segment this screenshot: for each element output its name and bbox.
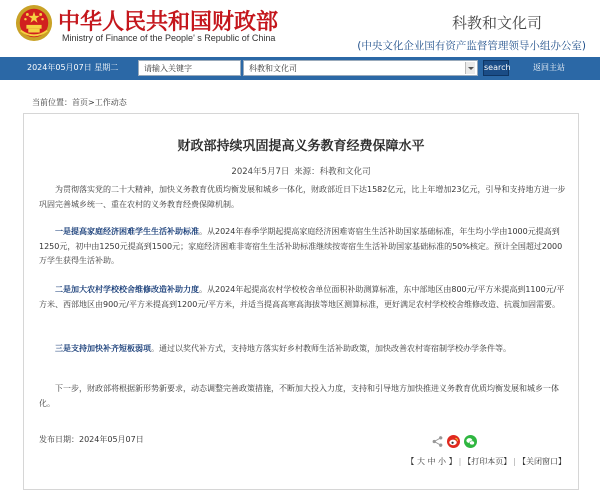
scope-select[interactable]	[243, 60, 478, 76]
font-size-switch[interactable]: 【 大 中 小 】	[406, 457, 457, 466]
site-header	[0, 0, 600, 57]
department-name: 科教和文化司	[451, 14, 542, 32]
paragraph-4-body: 。通过以奖代补方式，支持地方落实好乡村教师生活补助政策，加快改善农村寄宿制学校办学条件等。	[151, 344, 511, 353]
publish-date-label: 发布日期：	[39, 435, 79, 444]
wechat-icon[interactable]	[464, 435, 477, 448]
paragraph-3-body: 。从2024年起提高农村学校校舍单位面积补助测算标准，东中部地区由800元/平方米提高到1100元/平方米、西部地区由900元/平方米提高到1200元/平方米，并适当提高高寒高海拔等地区测算标准，更好满足农村学校校舍维修改造、抗震加固需要。	[39, 285, 565, 309]
breadcrumb-separator: >	[88, 98, 95, 107]
department-subtitle: (中央文化企业国有资产监督管理领导小组办公室)	[357, 40, 586, 52]
article-paragraph-1: 为贯彻落实党的二十大精神，加快义务教育优质均衡发展和城乡一体化，财政部近日下达1582亿元，比上年增加23亿元，引导和支持地方进一步巩固完善城乡统一、重在农村的义务教育经费保障机制。	[39, 185, 566, 209]
breadcrumb-prefix: 当前位置：	[32, 98, 72, 107]
close-window-link[interactable]: 【关闭窗口】	[518, 457, 566, 466]
article-date: 2024年5月7日	[231, 167, 290, 177]
breadcrumb	[32, 97, 127, 108]
article-paragraph-4	[39, 342, 569, 357]
publish-date	[39, 434, 144, 445]
return-home-link[interactable]: 返回主站	[533, 63, 565, 72]
paragraph-2-body: 。从2024年春季学期起提高家庭经济困难寄宿生生活补助国家基础标准，年生均小学由1000元提高到1250元，初中由1250元提高到1500元；家庭经济困难非寄宿生生活补助标准继续按寄宿生生活补助国家基础标准的50%核定。预计全国超过2000万学生获得生活补助。	[39, 227, 563, 265]
article-paragraph-3	[39, 283, 569, 312]
article-panel	[23, 113, 579, 490]
publish-date-value: 2024年05月07日	[79, 435, 144, 444]
breadcrumb-current-link[interactable]: 工作动态	[94, 98, 127, 107]
page-tools	[406, 456, 566, 467]
article-paragraph-5: 下一步，财政部将根据新形势新要求，动态调整完善政策措施，不断加大投入力度，支持和引导地方加快推进义务教育优质均衡发展和城乡一体化。	[39, 384, 559, 408]
paragraph-4-lead: 三是支持加快补齐短板弱项	[55, 344, 151, 353]
search-button[interactable]: search	[483, 60, 509, 76]
scope-select-value: 科教和文化司	[249, 64, 297, 73]
print-link[interactable]: 【打印本页】	[463, 457, 512, 466]
paragraph-2-lead: 一是提高家庭经济困难学生生活补助标准	[55, 227, 199, 236]
ministry-name-en: Ministry of Finance of the People' s Republic of China	[62, 33, 276, 43]
article-paragraph-2	[39, 225, 569, 269]
share-icon[interactable]	[431, 435, 444, 448]
article-title: 财政部持续巩固提高义务教育经费保障水平	[177, 139, 425, 154]
tools-divider: |	[458, 457, 462, 466]
search-input[interactable]: 请输入关键字	[138, 60, 241, 76]
national-emblem-icon	[15, 4, 53, 42]
tools-divider: |	[513, 457, 516, 466]
current-date: 2024年05月07日 星期二	[27, 63, 119, 72]
chevron-down-icon[interactable]	[465, 62, 475, 74]
weibo-icon[interactable]	[447, 435, 460, 448]
article-meta	[24, 165, 578, 177]
breadcrumb-home-link[interactable]: 首页	[72, 98, 88, 107]
top-navbar	[0, 57, 600, 80]
paragraph-3-lead: 二是加大农村学校校舍维修改造补助力度	[55, 285, 199, 294]
ministry-name-cn: 中华人民共和国财政部	[58, 10, 279, 35]
article-source: 来源：科教和文化司	[294, 167, 371, 177]
